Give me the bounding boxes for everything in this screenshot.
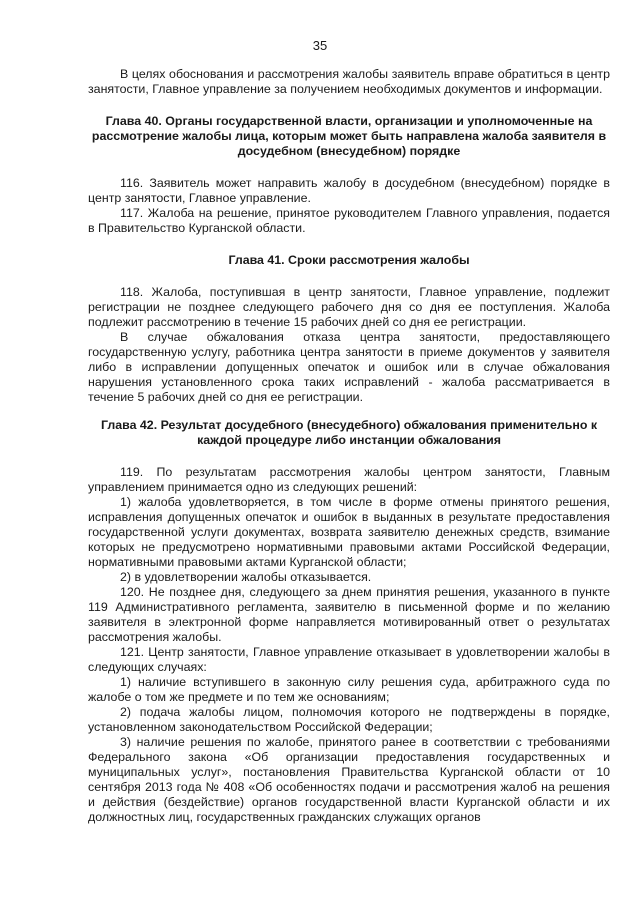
page-number: 35 xyxy=(312,38,328,53)
paragraph-119-item-2: 2) в удовлетворении жалобы отказывается. xyxy=(120,570,372,584)
paragraph-116: 116. Заявитель может направить жалобу в досудебном (внесудебном) порядке в центр занятости, Главное управление. xyxy=(88,176,610,205)
paragraph-120: 120. Не позднее дня, следующего за днем принятия решения, указанного в пункте 119 Административного регламента, заявителю в письменной форме и по желанию заявителя в электронной форме направляется мотивированный ответ о результатах рассмотрения жалобы. xyxy=(88,585,610,644)
paragraph-121-item-1: 1) наличие вступившего в законную силу решения суда, арбитражного суда по жалобе о том же предмете и по тем же основаниям; xyxy=(88,675,610,704)
spacer xyxy=(88,405,610,418)
paragraph-119-item-1: 1) жалоба удовлетворяется, в том числе в форме отмены принятого решения, исправления допущенных опечаток и ошибок в выданных в результате предоставления государственной услуги документах, возврата заявителю денежных средств, взимание которых не предусмотрено нормативными правовыми актами Российской Федерации, нормативными правовыми актами Курганской области; xyxy=(88,495,610,569)
spacer xyxy=(88,159,610,176)
spacer xyxy=(88,268,610,285)
paragraph-121-item-3: 3) наличие решения по жалобе, принятого ранее в соответствии с требованиями Федерального закона «Об организации предоставления государственных и муниципальных услуг», постановления Правительства Курганской области от 10 сентября 2013 года № 408 «Об особенностях подачи и рассмотрения жалоб на решения и действия (бездействие) органов государственной власти Курганской области и их должностных лиц, государственных гражданских служащих органов xyxy=(88,735,610,824)
chapter-41-heading: Глава 41. Сроки рассмотрения жалобы xyxy=(228,253,470,267)
paragraph-119: 119. По результатам рассмотрения жалобы центром занятости, Главным управлением принимается одно из следующих решений: xyxy=(88,465,610,494)
chapter-42-heading: Глава 42. Результат досудебного (внесудебного) обжалования применительно к каждой процедуре либо инстанции обжалования xyxy=(100,418,598,447)
paragraph-121: 121. Центр занятости, Главное управление отказывает в удовлетворении жалобы в следующих случаях: xyxy=(88,645,610,674)
paragraph-118: 118. Жалоба, поступившая в центр занятости, Главное управление, подлежит регистрации не позднее следующего рабочего дня со дня ее поступления. Жалоба подлежит рассмотрению в течение 15 рабочих дней со дня ее регистрации. xyxy=(88,285,610,329)
spacer xyxy=(88,97,610,114)
chapter-40-heading: Глава 40. Органы государственной власти, организации и уполномоченные на рассмотрение жалобы лица, которым может быть направлена жалоба заявителя в досудебном (внесудебном) порядке xyxy=(91,114,607,158)
document-body xyxy=(88,67,610,825)
paragraph-118-b: В случае обжалования отказа центра занятости, предоставляющего государственную услугу, работника центра занятости в приеме документов у заявителя либо в исправлении допущенных опечаток и ошибок или в случае обжалования нарушения установленного срока таких исправлений - жалоба рассматривается в течение 5 рабочих дней со дня ее регистрации. xyxy=(88,330,610,404)
paragraph-intro: В целях обоснования и рассмотрения жалобы заявитель вправе обратиться в центр занятости, Главное управление за получением необходимых документов и информации. xyxy=(88,67,610,96)
paragraph-121-item-2: 2) подача жалобы лицом, полномочия которого не подтверждены в порядке, установленном законодательством Российской Федерации; xyxy=(88,705,610,734)
spacer xyxy=(88,448,610,465)
paragraph-117: 117. Жалоба на решение, принятое руководителем Главного управления, подается в Правительство Курганской области. xyxy=(88,206,610,235)
spacer xyxy=(88,236,610,253)
